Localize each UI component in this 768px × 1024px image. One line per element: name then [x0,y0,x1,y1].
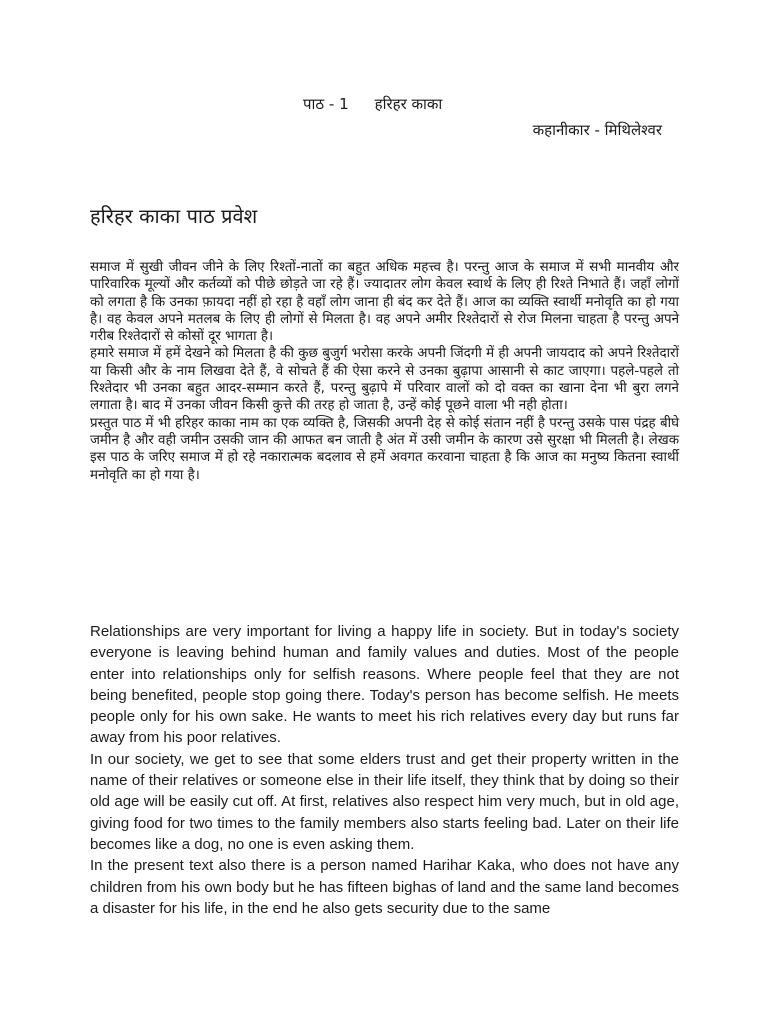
hindi-paragraph-1: समाज में सुखी जीवन जीने के लिए रिश्तों-नातों का बहुत अधिक महत्त्व है। परन्तु आज के समाज में सभी मानवीय और पारिवारिक मूल्यों और कर्तव्यों को पीछे छोड़ते जा रहे हैं। ज्यादातर लोग केवल स्वार्थ के लिए ही रिश्ते निभाते हैं। जहाँ लोगों को लगता है कि उनका फ़ायदा नहीं हो रहा है वहाँ लोग जाना ही बंद कर देते हैं। आज का व्यक्ति स्वार्थी मनोवृति का हो गया है। वह केवल अपने मतलब के लिए ही लोगों से मिलता है। वह अपने अमीर रिश्तेदारों से रोज मिलना चाहता है परन्तु अपने गरीब रिश्तेदारों से कोसों दूर भागता है। [90,260,679,345]
english-paragraph-1: Relationships are very important for living a happy life in society. But in today's society everyone is leaving behind human and family values and duties. Most of the people enter into relationships only for selfish reasons. Where people feel that they are not being benefited, people stop going there. Today's person has become selfish. He meets people only for his own sake. He wants to meet his rich relatives every day but runs far away from his poor relatives. [90,623,679,747]
hindi-paragraph-3: प्रस्तुत पाठ में भी हरिहर काका नाम का एक व्यक्ति है, जिसकी अपनी देह से कोई संतान नहीं है परन्तु उसके पास पंद्रह बीघे जमीन है और वही जमीन उसकी जान की आफत बन जाती है अंत में उसी जमीन के कारण उसे सुरक्षा भी मिलती है। लेखक इस पाठ के जरिए समाज में हो रहे नकारात्मक बदलाव से हमें अवगत करवाना चाहता है कि आज का मनुष्य कितना स्वार्थी मनोवृति का हो गया है। [90,415,679,483]
english-paragraph-2: In our society, we get to see that some elders trust and get their property written in the name of their relatives or someone else in their life itself, they think that by doing so their old age will be easily cut off. At first, relatives also respect him very much, but in old age, giving food for two times to the family members also starts feeling bad. Later on their life becomes like a dog, no one is even asking them. [90,750,679,853]
lesson-title-line [303,94,442,114]
author-credit: कहानीकार - मिथिलेश्वर [532,121,662,139]
english-paragraph-3: In the present text also there is a person named Harihar Kaka, who does not have any children from his own body but he has fifteen bighas of land and the same land becomes a disaster for his life, in the end he also gets security due to the same [90,857,679,917]
section-heading: हरिहर काका पाठ प्रवेश [90,204,258,228]
english-text-block [90,621,679,919]
lesson-title: हरिहर काका [374,95,443,113]
hindi-paragraph-2: हमारे समाज में हमें देखने को मिलता है की कुछ बुजुर्ग भरोसा करके अपनी जिंदगी में ही अपनी जायदाद को अपने रिश्तेदारों या किसी और के नाम लिखवा देते हैं, वे सोचते हैं की ऐसा करने से उनका बुढ़ापा आसानी से काट जाएगा। पहले-पहले तो रिश्तेदार भी उनका बहुत आदर-सम्मान करते हैं, परन्तु बुढ़ापे में परिवार वालों को दो वक्त का खाना देना भी बुरा लगने लगाता है। बाद में उनका जीवन किसी कुत्ते की तरह हो जाता है, उन्हें कोई पूछने वाला भी नही होता। [90,346,679,414]
lesson-number: पाठ - 1 [303,95,349,113]
hindi-text-block [90,259,679,484]
